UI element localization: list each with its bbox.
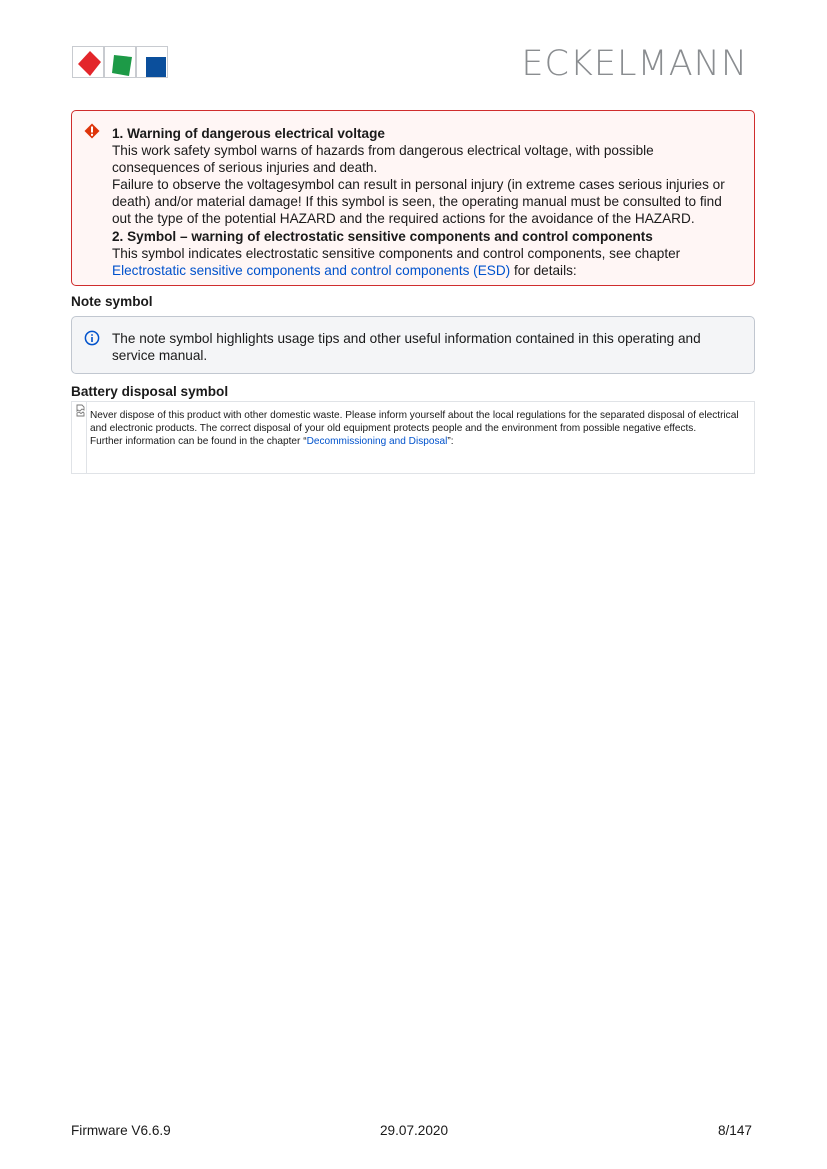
warning-content	[112, 125, 738, 279]
battery-text-further	[90, 435, 746, 448]
battery-section-heading: Battery disposal symbol	[71, 384, 229, 399]
footer-page-number: 8/147	[717, 1123, 752, 1138]
warning-heading-esd: 2. Symbol – warning of electrostatic sensitive components and control components	[112, 228, 653, 244]
battery-text-suffix: ”:	[447, 436, 454, 448]
company-logo	[72, 46, 168, 80]
note-section-heading: Note symbol	[71, 294, 153, 309]
note-panel	[71, 316, 755, 374]
warning-text-esd-prefix: This symbol indicates electrostatic sensitive components and control components, see chapter	[112, 245, 681, 261]
battery-text-prefix: Further information can be found in the chapter “	[90, 436, 307, 448]
info-icon	[84, 330, 100, 346]
warning-heading-voltage: 1. Warning of dangerous electrical voltage	[112, 126, 385, 141]
battery-text-disposal: Never dispose of this product with other domestic waste. Please inform yourself about the local regulations for the separated disposal of electrical and electronic products. The correct disposal of your old equipment protects people and the environment from possible negative effects.	[90, 410, 739, 435]
battery-content	[90, 409, 746, 448]
brand-wordmark: ECKELMANN	[521, 44, 748, 84]
footer-date: 29.07.2020	[380, 1123, 449, 1138]
warning-text-esd	[112, 245, 738, 279]
battery-table	[71, 401, 755, 474]
footer-firmware-version: Firmware V6.6.9	[71, 1123, 171, 1138]
warning-diamond-icon	[84, 123, 100, 139]
note-content: The note symbol highlights usage tips and other useful information contained in this operating and service manual.	[112, 331, 701, 364]
warning-text-failure: Failure to observe the voltagesymbol can result in personal injury (in extreme cases serious injuries or death) and/or material damage! If this symbol is seen, the operating manual must be consulted to find out the type of the potential HAZARD and the required actions for the avoidance of the HAZARD.	[112, 177, 725, 227]
battery-cell	[86, 402, 754, 473]
warning-panel	[71, 110, 755, 286]
logo-blue-square	[146, 57, 166, 77]
logo-green-square	[112, 55, 132, 76]
warning-text-esd-suffix: for details:	[510, 262, 577, 278]
decommissioning-chapter-link[interactable]: Decommissioning and Disposal	[306, 436, 448, 448]
esd-chapter-link[interactable]: Electrostatic sensitive components and control components (ESD)	[112, 262, 511, 278]
logo-red-square	[78, 51, 101, 76]
warning-text-voltage: This work safety symbol warns of hazards from dangerous electrical voltage, with possible consequences of serious injuries and death.	[112, 143, 654, 176]
